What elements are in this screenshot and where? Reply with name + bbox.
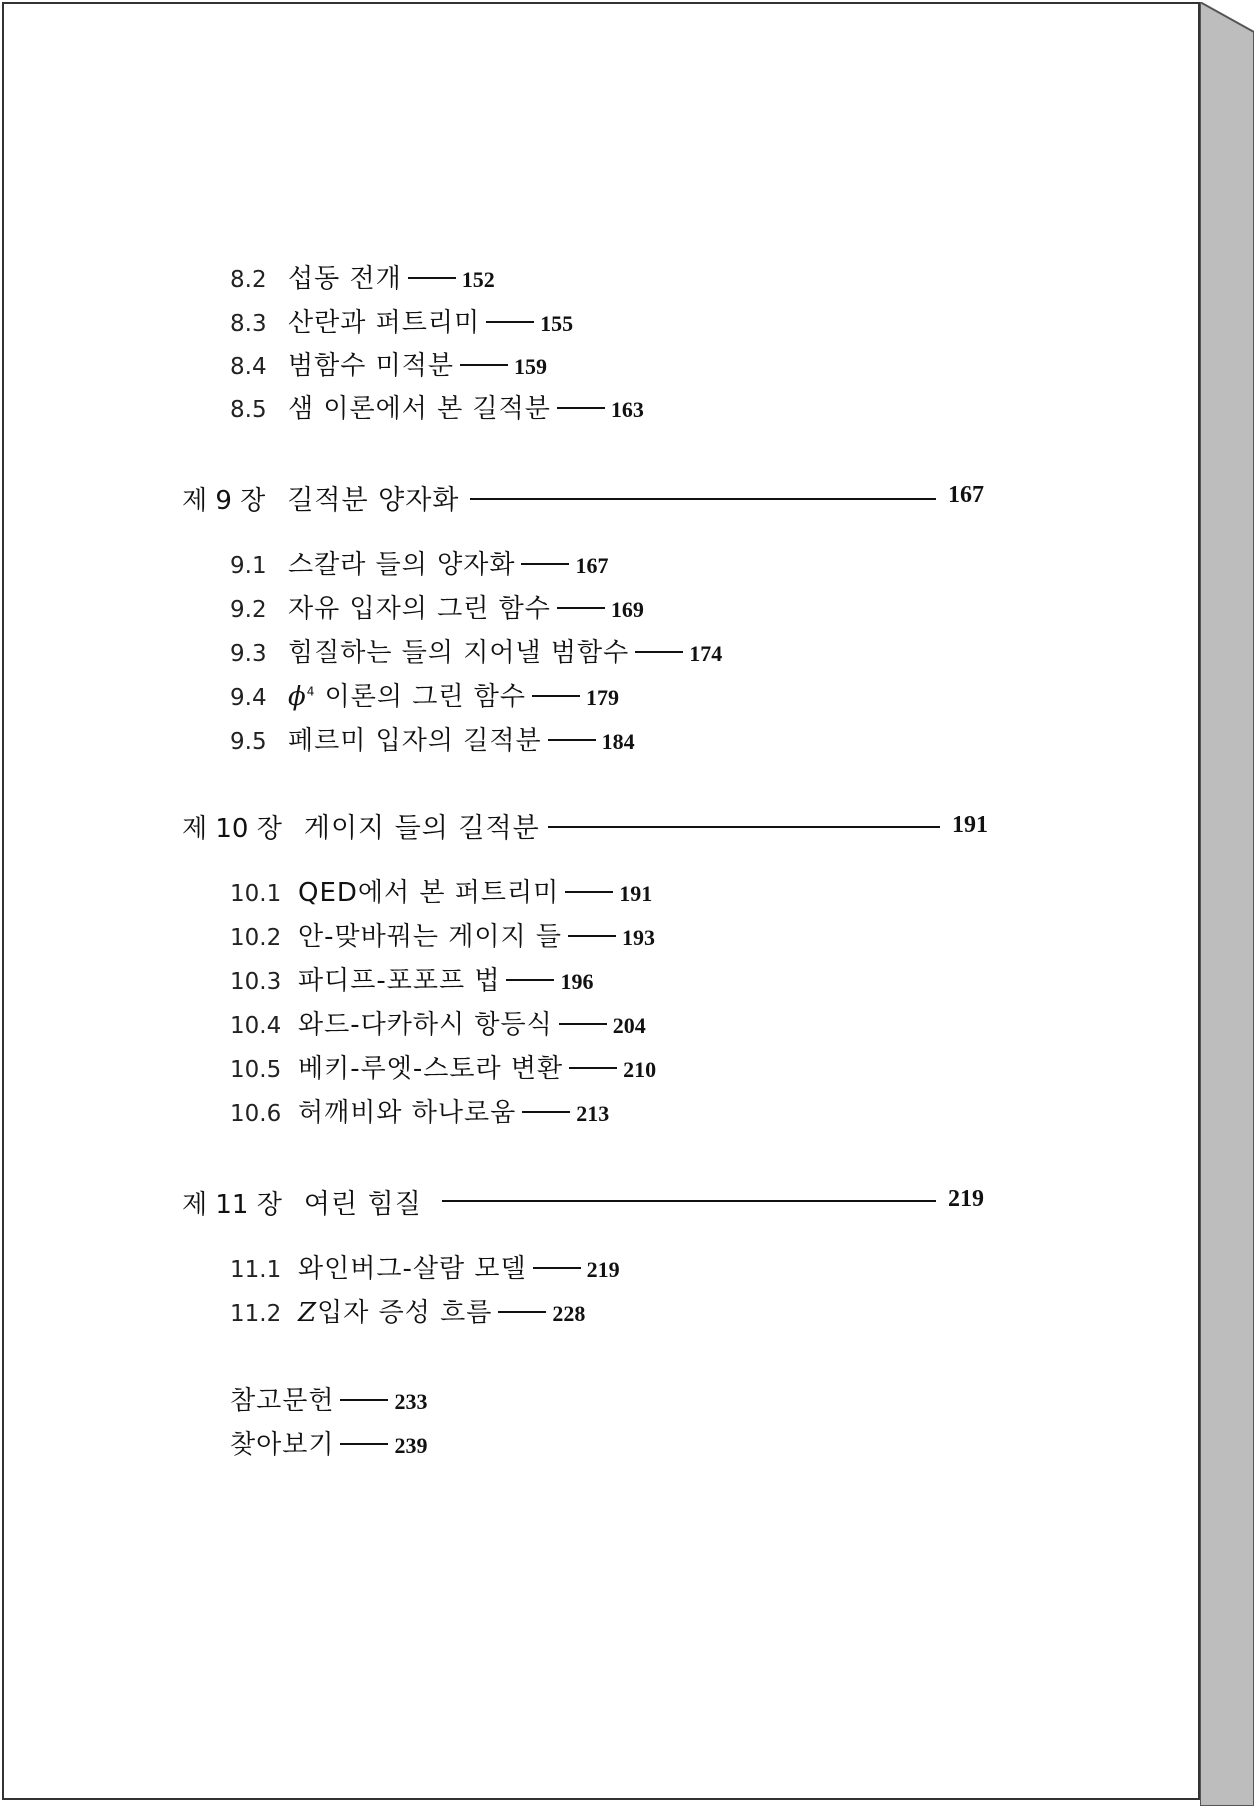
toc-entry[interactable] <box>230 632 722 669</box>
toc-entry[interactable] <box>230 872 652 909</box>
section-number: 11.1 <box>230 1257 282 1283</box>
book-spine <box>1200 2 1254 1802</box>
page-number: 210 <box>623 1057 657 1082</box>
toc-entry[interactable] <box>230 345 547 382</box>
section-title: 안-맞바꿔는 게이지 들 <box>298 922 562 952</box>
chapter-heading[interactable] <box>182 478 459 517</box>
leader-dash <box>548 739 596 741</box>
section-number: 10.3 <box>230 969 282 995</box>
page-number: 213 <box>576 1101 610 1126</box>
leader-dash <box>340 1399 388 1401</box>
leader-dash <box>532 695 580 697</box>
toc-entry[interactable] <box>230 588 644 625</box>
page-number: 163 <box>610 397 644 422</box>
leader-dash <box>498 1311 546 1313</box>
section-title: 허깨비와 하나로움 <box>298 1098 517 1128</box>
page-number: 169 <box>610 597 644 622</box>
leader-line <box>442 1200 936 1202</box>
section-number: 9.3 <box>230 641 267 667</box>
toc-entry[interactable] <box>230 1292 585 1329</box>
section-title: 샘 이론에서 본 길적분 <box>288 394 551 424</box>
toc-entry[interactable] <box>230 1004 646 1041</box>
toc-entry[interactable] <box>230 388 644 425</box>
section-number: 8.5 <box>230 397 267 423</box>
backmatter-title: 참고문헌 <box>230 1386 335 1416</box>
toc-entry[interactable] <box>230 1424 427 1461</box>
page-number: 233 <box>394 1389 428 1414</box>
toc-entry[interactable] <box>230 720 635 757</box>
section-number: 10.6 <box>230 1101 282 1127</box>
section-number: 9.5 <box>230 729 267 755</box>
section-title: 섭동 전개 <box>288 264 402 294</box>
chapter-title: 게이지 들의 길적분 <box>303 813 540 844</box>
section-title <box>298 1292 492 1329</box>
page-number: 228 <box>552 1301 586 1326</box>
page-number: 155 <box>540 311 574 336</box>
chapter-heading[interactable] <box>182 1182 422 1221</box>
section-title: 자유 입자의 그린 함수 <box>288 594 551 624</box>
leader-dash <box>486 321 534 323</box>
toc-entry[interactable] <box>230 676 619 713</box>
leader-dash <box>521 563 569 565</box>
leader-dash <box>569 1067 617 1069</box>
section-title-text: 입자 증성 흐름 <box>317 1298 493 1328</box>
toc-entry[interactable] <box>230 960 593 997</box>
page-number: 184 <box>601 729 635 754</box>
chapter-page-number: 219 <box>948 1186 984 1212</box>
page-number: 174 <box>689 641 723 666</box>
phi-symbol: ϕ <box>288 682 307 712</box>
page-number: 159 <box>513 354 547 379</box>
chapter-page-number: 191 <box>952 812 988 838</box>
leader-dash <box>408 277 456 279</box>
section-number: 8.4 <box>230 354 267 380</box>
section-title: QED에서 본 퍼트리미 <box>298 878 560 908</box>
backmatter-title: 찾아보기 <box>230 1430 335 1460</box>
section-title: 와인버그-살람 모델 <box>298 1254 527 1284</box>
section-title-text: 이론의 그린 함수 <box>324 682 526 712</box>
phi-exponent: 4 <box>306 684 316 699</box>
page-number: 193 <box>621 925 655 950</box>
section-title <box>288 676 526 713</box>
section-title: 와드-다카하시 항등식 <box>298 1010 553 1040</box>
section-number: 9.1 <box>230 553 267 579</box>
chapter-page-number: 167 <box>948 482 984 508</box>
toc-entry[interactable] <box>230 1248 620 1285</box>
page-number: 219 <box>586 1257 620 1282</box>
section-number: 11.2 <box>230 1301 282 1327</box>
page-number: 204 <box>612 1013 646 1038</box>
chapter-title: 여린 힘질 <box>303 1189 422 1220</box>
leader-dash <box>340 1443 388 1445</box>
leader-dash <box>522 1111 570 1113</box>
leader-dash <box>568 935 616 937</box>
section-title: 파디프-포포프 법 <box>298 966 501 996</box>
leader-dash <box>557 407 605 409</box>
section-number: 10.1 <box>230 881 282 907</box>
page-number: 239 <box>394 1433 428 1458</box>
section-number: 10.2 <box>230 925 282 951</box>
page-number: 191 <box>619 881 653 906</box>
chapter-title: 길적분 양자화 <box>287 485 460 516</box>
leader-dash <box>557 607 605 609</box>
page-number: 167 <box>575 553 609 578</box>
page-number: 152 <box>461 267 495 292</box>
section-number: 9.2 <box>230 597 267 623</box>
section-title: 힘질하는 들의 지어낼 범함수 <box>288 638 630 668</box>
section-number: 8.3 <box>230 311 267 337</box>
section-title: 범함수 미적분 <box>288 351 454 381</box>
section-title: 스칼라 들의 양자화 <box>288 550 516 580</box>
chapter-label: 제 9 장 <box>182 486 266 516</box>
leader-line <box>470 498 936 500</box>
z-symbol: Z <box>298 1298 318 1328</box>
page-number: 179 <box>585 685 619 710</box>
leader-dash <box>559 1023 607 1025</box>
section-number: 9.4 <box>230 685 267 711</box>
leader-line <box>548 826 940 828</box>
toc-entry[interactable] <box>230 1380 427 1417</box>
toc-entry[interactable] <box>230 302 573 339</box>
chapter-heading[interactable] <box>182 806 540 845</box>
page-number: 196 <box>560 969 594 994</box>
section-number: 8.2 <box>230 267 267 293</box>
section-title: 페르미 입자의 길적분 <box>288 726 542 756</box>
leader-dash <box>533 1267 581 1269</box>
section-title: 산란과 퍼트리미 <box>288 308 481 338</box>
toc-entry[interactable] <box>230 1092 609 1129</box>
toc-entry[interactable] <box>230 258 495 295</box>
chapter-label: 제 11 장 <box>182 1190 282 1220</box>
chapter-label: 제 10 장 <box>182 814 282 844</box>
leader-dash <box>460 364 508 366</box>
section-number: 10.4 <box>230 1013 282 1039</box>
section-number: 10.5 <box>230 1057 282 1083</box>
leader-dash <box>565 891 613 893</box>
toc-entry[interactable] <box>230 916 655 953</box>
section-title: 베키-루엣-스토라 변환 <box>298 1054 564 1084</box>
toc-entry[interactable] <box>230 544 608 581</box>
spine-shape <box>1200 2 1254 1806</box>
toc-entry[interactable] <box>230 1048 656 1085</box>
leader-dash <box>635 651 683 653</box>
leader-dash <box>506 979 554 981</box>
